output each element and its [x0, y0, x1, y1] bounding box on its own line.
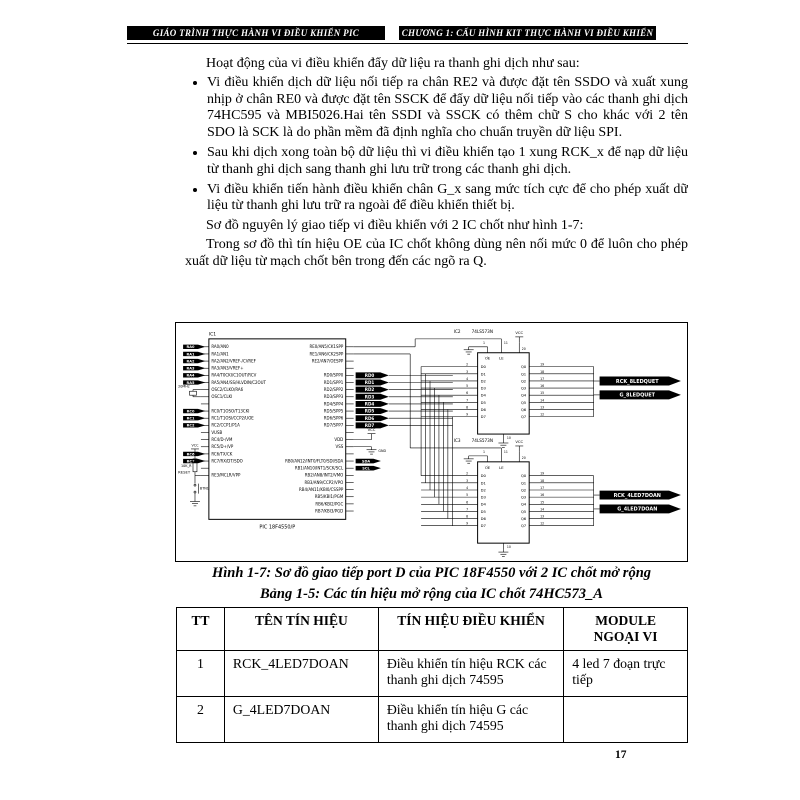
reset-label: RESET [178, 470, 191, 475]
pin-label: RB2/AN8/INT2/VMO [304, 472, 344, 478]
pin-number: 8 [466, 514, 469, 519]
pin-label: D2 [480, 488, 486, 493]
d-pin-numbers [466, 472, 468, 526]
crystal-label: 20MHz [178, 384, 190, 389]
table-header-cell: MODULE NGOẠI VI [564, 608, 688, 651]
pin-label: RD2/SPP2 [323, 387, 344, 393]
pin-number: 5 [466, 493, 469, 498]
pin-label: RA5/AN4/SS/HLVDIN/C2OUT [211, 379, 266, 385]
connector-arrow-icon [356, 394, 389, 400]
table-body [177, 651, 688, 743]
cell-module: 4 led 7 đoạn trực tiếp [564, 651, 688, 697]
vcc-label: VCC [367, 428, 376, 433]
pin-label: D0 [480, 365, 486, 370]
pin-label: Q6 [520, 517, 527, 522]
svg-text:RA4: RA4 [186, 373, 195, 378]
pin-number: 12 [540, 412, 545, 417]
pin-number: 1 [483, 340, 486, 345]
pin-label: RA0/AN0 [211, 344, 229, 350]
mcu-ref: IC1 [208, 332, 217, 338]
pin-label: Q0 [520, 365, 527, 370]
svg-text:RA2: RA2 [186, 359, 195, 364]
pin-label: Q1 [520, 372, 527, 377]
pin-label: D4 [480, 502, 486, 507]
pin-label: D0 [480, 474, 486, 479]
connector-arrow-icon [183, 423, 205, 428]
svg-text:RD1: RD1 [364, 380, 375, 386]
pin-number: 3 [466, 369, 469, 374]
connector-arrow-icon [183, 359, 205, 364]
svg-text:RA3: RA3 [186, 366, 195, 371]
pin-label: Q4 [520, 393, 527, 398]
pin-label: VUSB [211, 429, 223, 435]
pin-label: RA1/AN1 [211, 351, 229, 357]
pin-label: RA2/AN2/VREF-/CVREF [211, 358, 256, 364]
pin-label: RB0/AN12/INT0/FLT0/SDI/SDA [285, 458, 344, 464]
pin-label: RC5/D+/VP [211, 444, 234, 450]
mcu [201, 331, 354, 530]
output-signal-label: G_8LEDQUET [619, 392, 656, 399]
ra-connectors [183, 345, 205, 385]
pin-label: RC1/T1OSI/CCP2/UOE [211, 415, 254, 421]
pin-label: RD6/SPP6 [323, 415, 344, 421]
table-caption: Bảng 1-5: Các tín hiệu mở rộng của IC chốt 74HC573_A [260, 586, 603, 602]
pin-number: 4 [466, 486, 469, 491]
pin-label: RC7/RX/DT/SDO [211, 458, 243, 464]
pin-number: 11 [503, 340, 508, 345]
pin-label: RC0/T1OSO/T13CKI [211, 408, 250, 414]
button-contact [194, 491, 196, 493]
svg-text:RC1: RC1 [186, 416, 195, 421]
bullet-item: • Sau khi dịch xong toàn bộ dữ liệu thì vi điều khiển tạo 1 xung RCK_x để nạp dữ liệu từ thanh ghi dịch sang thanh ghi lưu trữ trong các thanh ghi dịch. [207, 145, 688, 179]
pin-label: Q7 [520, 415, 527, 420]
pin-number: 10 [506, 436, 511, 441]
gnd-label: GND [378, 448, 387, 453]
button-label: BTN1 [199, 486, 209, 491]
pin-number: 16 [540, 384, 545, 389]
connector-arrow-icon [356, 466, 381, 471]
connector-arrow-icon [183, 459, 205, 464]
oe-paragraph: Trong sơ đồ thì tín hiệu OE của IC chốt không dùng nên nối mức 0 để luôn cho phép xuất dữ liệu từ mạch chốt bên trong đến các ngõ ra Q. [185, 236, 688, 269]
pin-label: D3 [480, 495, 486, 500]
gnd-icon [498, 440, 508, 447]
connector-arrow-icon [356, 387, 389, 393]
pin-label: RC2/CCP1/P1A [211, 422, 240, 428]
mcu-left-pin-labels [211, 344, 266, 478]
pin-label: Q1 [520, 481, 527, 486]
connector-arrow-icon [183, 352, 205, 357]
vcc-label: VCC [515, 330, 524, 335]
pin-number: 7 [466, 398, 469, 403]
pin-label: Q5 [520, 400, 527, 405]
oe-pin-label: OE [484, 356, 491, 361]
gnd-icon [498, 549, 508, 556]
crystal-circuit [178, 384, 201, 396]
pin-label: RD3/SPP3 [323, 394, 344, 400]
svg-text:RC2: RC2 [186, 423, 195, 428]
cell-tt: 2 [177, 697, 225, 743]
svg-text:RD6: RD6 [364, 415, 375, 421]
svg-text:RC0: RC0 [186, 409, 195, 414]
pin-label: RE2/AN7/OESPP [311, 358, 344, 364]
le-pin-label: LE [499, 465, 504, 470]
pin-label: D7 [480, 415, 486, 420]
pin-number: 3 [466, 478, 469, 483]
pin-label: Q7 [520, 524, 527, 529]
pin-number: 16 [540, 493, 545, 498]
pin-number: 2 [466, 362, 469, 367]
pin-label: RC6/TX/CK [211, 451, 233, 457]
pin-number: 9 [466, 521, 469, 526]
cell-control-desc: Điều khiển tín hiệu RCK các thanh ghi dịch 74595 [378, 651, 563, 697]
pin-number: 13 [540, 514, 545, 519]
pin-label: RB6/KBI2/PGC [315, 501, 344, 507]
power-wires [354, 428, 387, 454]
connector-arrow-icon [183, 345, 205, 350]
pin-number: 5 [466, 384, 469, 389]
mcu-right-pin-labels [285, 344, 344, 513]
pin-label: D5 [480, 509, 486, 514]
table-row [177, 651, 688, 697]
rc-connectors [183, 409, 205, 428]
output-signal-label: RCK_4LED7DOAN [613, 492, 661, 499]
signals-table [176, 607, 688, 743]
latch-ic3 [454, 438, 681, 556]
header-right-title: CHƯƠNG 1: CẤU HÌNH KIT THỰC HÀNH VI ĐIỀU KHIỂN [399, 26, 656, 40]
pin-label: OSC1/CLKI [211, 394, 233, 400]
pin-number: 6 [466, 500, 469, 505]
connector-arrow-icon [183, 452, 205, 457]
mcu-right-stubs [346, 347, 354, 511]
pin-number: 19 [540, 362, 545, 367]
pin-label: RB3/AN9/CCP2/VPO [304, 479, 344, 485]
q-out-wires [529, 476, 593, 526]
table-header-cell: TÊN TÍN HIỆU [224, 608, 378, 651]
pin-number: 2 [466, 471, 469, 476]
intro-paragraph: Hoạt động của vi điều khiển đẩy dữ liệu ra thanh ghi dịch như sau: [206, 56, 580, 71]
pin-label: D1 [480, 372, 486, 377]
le-pin-label: LE [499, 356, 504, 361]
pin-number: 20 [521, 346, 526, 351]
mcu-part: PIC 18F4550/P [259, 524, 296, 531]
pin-label: RC4/D-/VM [211, 437, 233, 443]
cell-module [564, 697, 688, 743]
connector-arrow-icon [356, 372, 389, 378]
rd-connectors [356, 372, 389, 428]
pin-label: D7 [480, 524, 486, 529]
pin-number: 6 [466, 391, 469, 396]
bullet-list [185, 75, 688, 215]
pin-label: RB1/AN10/INT1/SCK/SCL [294, 465, 344, 471]
pin-label: RD4/SPP4 [323, 401, 344, 407]
pin-label: RA4/T0CKI/C1OUT/RCV [211, 372, 257, 378]
pin-label: RD7/SPP7 [323, 422, 344, 428]
q-pin-numbers [540, 363, 544, 417]
pin-number: 17 [540, 486, 545, 491]
schematic [176, 323, 687, 561]
connector-arrow-icon [183, 409, 205, 414]
gnd-icon [464, 456, 474, 463]
svg-text:RD3: RD3 [364, 394, 375, 400]
connector-arrow-icon [183, 416, 205, 421]
pin-label: OSC2/CLKO/RA6 [211, 387, 244, 393]
connector-arrow-icon [183, 366, 205, 371]
scheme-paragraph: Sơ đồ nguyên lý giao tiếp vi điều khiển với 2 IC chốt như hình 1-7: [206, 218, 584, 234]
pin-number: 14 [540, 398, 545, 403]
svg-text:RC6: RC6 [186, 452, 195, 457]
pin-label: Q2 [520, 379, 527, 384]
connector-arrow-icon [356, 459, 381, 464]
pin-number: 17 [540, 376, 545, 381]
pin-number: 15 [540, 391, 545, 396]
pin-label: RB7/KBI3/PGD [315, 508, 344, 514]
pin-number: 15 [540, 500, 545, 505]
header-left-title: GIÁO TRÌNH THỰC HÀNH VI ĐIỀU KHIỂN PIC [127, 26, 385, 40]
cell-tt: 1 [177, 651, 225, 697]
pin-label: RE0/AN5/CK1SPP [309, 344, 344, 350]
d-labels [481, 365, 487, 419]
pin-label: Q3 [520, 386, 527, 391]
output-signal-label: G_4LED7DOAN [617, 506, 658, 513]
table-header-row [177, 608, 688, 651]
svg-text:RA1: RA1 [186, 352, 195, 357]
schematic-figure [175, 322, 688, 562]
connector-arrow-icon [356, 408, 389, 414]
gnd-icon [464, 347, 474, 354]
pin-number: 12 [540, 521, 545, 526]
table-header-cell: TT [177, 608, 225, 651]
latch-part: 74LS573N [471, 328, 493, 334]
cell-control-desc: Điều khiển tín hiệu G các thanh ghi dịch 74595 [378, 697, 563, 743]
pin-label: RB4/AN11/KBI0/CSSPP [299, 486, 344, 492]
cell-signal-name: RCK_4LED7DOAN [224, 651, 378, 697]
pin-label: Q5 [520, 509, 527, 514]
pin-number: 14 [540, 507, 545, 512]
latch-ic2 [454, 329, 681, 447]
svg-text:RD7: RD7 [364, 422, 375, 428]
pin-label: RE3/MCLR/VPP [211, 472, 241, 478]
pin-label: RB5/KBI1/PGM [314, 494, 344, 500]
pin-label: RD5/SPP5 [323, 408, 344, 414]
pin-number: 9 [466, 412, 469, 417]
svg-text:SDA: SDA [361, 459, 371, 464]
pin-number: 4 [466, 376, 469, 381]
gnd-icon [367, 447, 377, 454]
svg-text:RD4: RD4 [364, 401, 375, 407]
q-labels [521, 474, 527, 528]
vcc-label: VCC [191, 443, 199, 448]
pin-label: VSS [335, 444, 344, 450]
pin-label: RE1/AN6/CK2SPP [309, 351, 344, 357]
connector-arrow-icon [356, 422, 389, 428]
pin-label: VDD [334, 437, 344, 443]
pin-label: RA3/AN3/VREF+ [211, 365, 244, 371]
vcc-label: VCC [515, 439, 524, 444]
d-labels [481, 474, 487, 528]
pin-number: 13 [540, 405, 545, 410]
pin-label: Q2 [520, 488, 527, 493]
pin-label: Q3 [520, 495, 527, 500]
pin-label: D4 [480, 393, 486, 398]
connector-arrow-icon [356, 415, 389, 421]
cell-signal-name: G_4LED7DOAN [224, 697, 378, 743]
pin-label: D6 [480, 407, 486, 412]
latch-ref: IC3 [453, 438, 461, 443]
page-header [127, 26, 656, 40]
svg-text:SCL: SCL [362, 466, 370, 471]
pin-label: Q6 [520, 407, 527, 412]
table-header-cell: TÍN HIỆU ĐIỀU KHIỂN [378, 608, 563, 651]
pin-number: 8 [466, 405, 469, 410]
figure-caption: Hình 1-7: Sơ đồ giao tiếp port D của PIC 18F4550 với 2 IC chốt mở rộng [211, 565, 652, 581]
body-text [185, 56, 688, 320]
connector-arrow-icon [356, 401, 389, 407]
vcc-icon [368, 434, 376, 440]
pin-number: 1 [483, 449, 486, 454]
q-out-wires [529, 367, 593, 417]
q-pin-numbers [540, 472, 544, 526]
pin-number: 20 [521, 455, 526, 460]
vcc-icon [515, 337, 523, 343]
svg-text:RA0: RA0 [186, 345, 195, 350]
q-labels [521, 365, 527, 419]
pin-label: RD1/SPP1 [323, 379, 344, 385]
gnd-icon [190, 499, 200, 506]
latch-ref: IC2 [453, 328, 461, 334]
connector-arrow-icon [183, 373, 205, 378]
crystal-icon [190, 391, 197, 395]
header-rule [127, 43, 688, 44]
connector-arrow-icon [356, 380, 389, 386]
table-row [177, 697, 688, 743]
svg-text:RA5: RA5 [186, 380, 195, 385]
button-contact [194, 484, 196, 486]
resistor-label: 10K_R [181, 463, 192, 468]
pin-label: RD0/SPP0 [323, 372, 344, 378]
pin-number: 18 [540, 369, 545, 374]
svg-text:RD5: RD5 [364, 408, 375, 414]
pin-label: D6 [480, 517, 486, 522]
bullet-item: • Vi điều khiển dịch dữ liệu nối tiếp ra chân RE2 và được đặt tên SSDO và xuất xung nhịp ở chân RE0 và được đặt tên SSCK để đẩy dữ liệu nối tiếp vào các thanh ghi dịch 74HC595 và MBI5026.Hai tên SSDI và SSCK có thêm chữ S cho khác với 2 tên SDO là SCK là do phần mềm đã định nghĩa cho chuẩn truyền dữ liệu SPI. [207, 75, 688, 142]
i2c-connectors [356, 459, 381, 471]
output-signal-label: RCK_8LEDQUET [615, 378, 659, 385]
page-number: 17 [615, 749, 627, 761]
ic2-d-wires [421, 367, 478, 417]
svg-text:RD2: RD2 [364, 387, 375, 393]
ic3-d-wires [421, 476, 478, 526]
pin-label: Q4 [520, 502, 527, 507]
svg-text:RC7: RC7 [186, 459, 195, 464]
pin-number: 11 [503, 449, 508, 454]
d-pin-numbers [466, 363, 468, 417]
oe-pin-label: OE [484, 465, 491, 470]
pin-number: 7 [466, 507, 469, 512]
pin-number: 18 [540, 478, 545, 483]
pin-label: D5 [480, 400, 486, 405]
rc-serial-connectors [183, 452, 205, 464]
pin-number: 10 [506, 545, 511, 550]
vcc-icon [515, 446, 523, 452]
bullet-item: • Vi điều khiển tiến hành điều khiển chân G_x sang mức tích cực để cho phép xuất dữ liệu từ thanh ghi lưu trữ ra ngoài để điều khiển thiết bị. [207, 182, 688, 216]
latch-part: 74LS573N [471, 438, 493, 443]
pin-label: Q0 [520, 474, 527, 479]
pin-label: D2 [480, 379, 486, 384]
pin-label: D1 [480, 481, 486, 486]
pin-number: 19 [540, 471, 545, 476]
pin-label: D3 [480, 386, 486, 391]
rd-bus-verticals [421, 367, 452, 526]
svg-text:RD0: RD0 [364, 372, 375, 378]
